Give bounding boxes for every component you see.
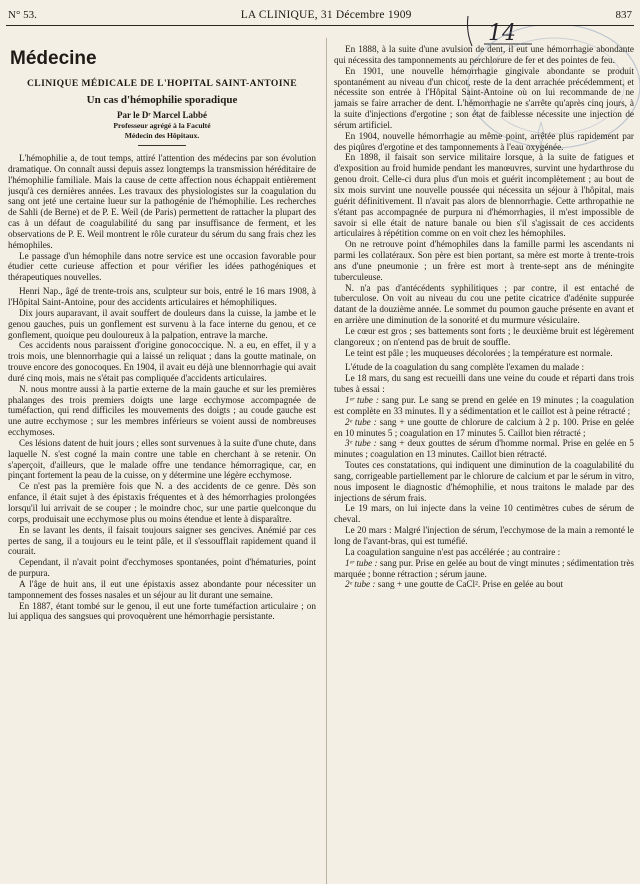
tube-result	[334, 579, 634, 590]
paragraph: Le 20 mars : Malgré l'injection de sérum, l'ecchymose de la main a remonté le long de l'avant-bras, qui est tuméfié.	[334, 525, 634, 546]
paragraph: En 1888, à la suite d'une avulsion de dent, il eut une hémorrhagie abondante qui nécessita des tamponnements au perchlorure de fer et des pointes de feu.	[334, 44, 634, 65]
paragraph: En 1901, une nouvelle hémorrhagie gingivale abondante se produit spontanément au niveau d'un chicot, reste de la dent arrachée précédemment, et nécessite son entrée à l'Hôpital Saint-Antoine où on lui recommande de ne jamais se faire arracher de dent. L'hémorrhagie ne s'arrête qu'après cinq jours, à la suite d'injections d'ergotine ; son état de faiblesse nécessite une injection de sérum artificiel.	[334, 65, 634, 130]
paragraph: Le passage d'un hémophile dans notre service est une occasion favorable pour étudier cette curieuse affection et pour vérifier les idées pathogéniques et thérapeutiques nouvelles.	[8, 250, 316, 283]
paragraph: Le cœur est gros ; ses battements sont forts ; le deuxième bruit est légèrement clangoreux ; on n'entend pas de bruit de souffle.	[334, 325, 634, 347]
paragraph: N. n'a pas d'antécédents syphilitiques ; par contre, il est entaché de tuberculose. On voit au niveau du cou une petite cicatrice d'adénite suppurée datant de la douzième année. Le sommet du poumon gauche présente en avant et en arrière une diminution de la sonorité et du murmure vésiculaire.	[334, 282, 634, 326]
tube-result	[334, 438, 634, 460]
tube-text: sang + une goutte de CaCl². Prise en gelée au bout	[375, 579, 564, 590]
paragraph: La coagulation sanguine n'est pas accélérée ; au contraire :	[345, 546, 561, 557]
paragraph: N. nous montre aussi à la partie externe de la main gauche et sur les premières phalanges des trois premiers doigts une large ecchymose accompagnée de tuméfaction, qui rend difficiles les mouvements des doigts ; au coude gauche est une autre ecchymose ; sur les membres inférieurs se voient aussi de nombreuses ecchymoses.	[8, 383, 316, 438]
paragraph: En 1898, il faisait son service militaire lorsque, à la suite de fatigues et d'exposition au froid humide pendant les manœuvres, survint une hydarthrose du genou droit. Celle-ci dura plus d'un mois et guérit incomplètement ; au bout de six mois survint une nouvelle poussée qui nécessita un séjour à l'hôpital, mais guérit définitivement. Il n'avait pas alors de blennorrhagie. Cette arthropathie ne s'étant pas accompagnée de purpura ni d'hémorrhagies, il m'est impossible de savoir si elle était de nature banale ou bien s'il s'agissait de ces accidents articulaires à répétition comme on en voit chez les hémophiles.	[334, 152, 634, 239]
journal-title-date: LA CLINIQUE, 31 Décembre 1909	[240, 9, 412, 21]
paragraph: Le 18 mars, du sang est recueilli dans une veine du coude et réparti dans trois tubes à essai :	[334, 373, 634, 395]
paragraph: Toutes ces constatations, qui indiquent une diminution de la coagulabilité du sang, corrigeable partiellement par le chlorure de calcium et par le sérum in vitro, nous imposent le diagnostic d'hémophilie, et nous traitons le malade par des injections de sérum frais.	[334, 460, 634, 503]
paragraph: L'étude de la coagulation du sang complète l'examen du malade :	[345, 362, 585, 373]
paragraph: L'hémophilie a, de tout temps, attiré l'attention des médecins par son évolution dramatique. On connaît aussi depuis assez longtemps la transmission héréditaire de l'hémophilie familiale. Mais la cause de cette affection nous échappait entièrement jusqu'à ces dernières années. Les travaux des physiologistes sur la coagulation du sang ont jeté une certaine lueur sur la pathogénie de l'hémophilie. Les recherches de Sahli (de Berne) et de P. E. Weil (de Paris) permettent de rattacher la plupart des cas à un défaut de coagulabilité du sang par insuffisance de ferment, et les observations de P. E. Weil montrent le rôle curateur du sérum du sang frais chez les hémophiles.	[8, 153, 316, 250]
paragraph: Le 19 mars, on lui injecte dans la veine 10 centimètres cubes de sérum de cheval.	[334, 503, 634, 525]
paragraph: En 1904, nouvelle hémorrhagie au même point, arrêtée plus rapidement par des piqûres d'ergotine et des tamponnements à l'eau oxygénée.	[334, 130, 634, 152]
tube-label: 1ᵉʳ tube :	[345, 557, 378, 568]
tube-text: sang + une goutte de chlorure de calcium à 2 p. 100. Prise en gelée en 10 minutes 5 ; coagulation en 17 minutes 5. Caillot bien rétracté ;	[334, 416, 634, 438]
paragraph: Ces accidents nous paraissent d'origine gonococcique. N. a eu, en effet, il y a trois mois, une blennorrhagie qui a laissé un reliquat ; dans la goutte matinale, on trouve encore des gonocoques. En 1904, il avait eu déjà une blennorrhagie qui avait duré cinq mois, mais ne s'était pas compliquée d'accidents articulaires.	[8, 340, 316, 383]
paragraph: En se lavant les dents, il faisait toujours saigner ses gencives. Anémié par ces pertes de sang, il a toujours eu le teint pâle, et il s'essoufflait rapidement quand il courait.	[8, 524, 316, 557]
left-column	[8, 42, 316, 884]
tube-result	[334, 395, 634, 417]
tube-result	[334, 558, 634, 580]
tube-label: 2ᵉ tube :	[345, 579, 376, 590]
right-column	[334, 44, 634, 884]
article-byline: Par le Dʳ Marcel Labbé	[117, 110, 207, 120]
tube-label: 1ᵉʳ tube :	[345, 395, 379, 405]
tube-result	[334, 417, 634, 439]
paragraph: Henri Nap., âgé de trente-trois ans, sculpteur sur bois, entré le 16 mars 1908, à l'Hôpital Saint-Antoine, pour des accidents articulaires et hémophiliques.	[8, 286, 316, 307]
paragraph: On ne retrouve point d'hémophiles dans la famille parmi les ascendants ni parmi les collatéraux. Son père est bien portant, sa mère est morte à trente-trois ans d'une pneumonie ; un frère est mort à trente-sept ans de méningite tuberculeuse.	[334, 239, 634, 282]
tube-text: sang + deux gouttes de sérum d'homme normal. Prise en gelée en 5 minutes ; coagulation en 13 minutes. Caillot bien rétracté.	[334, 438, 634, 460]
page-number: 837	[615, 9, 632, 21]
article-header	[8, 78, 316, 146]
tube-text: sang pur. Prise en gelée au bout de vingt minutes ; sédimentation très marquée ; bonne rétraction ; sérum jaune.	[334, 557, 634, 579]
paragraph: En 1887, étant tombé sur le genou, il eut une forte tuméfaction articulaire ; on lui appliqua des sangsues qui provoquèrent une hémorrhagie persistante.	[8, 600, 316, 622]
author-affiliation: Médecin des Hôpitaux.	[124, 130, 200, 140]
paragraph: Ces lésions datent de huit jours ; elles sont survenues à la suite d'une chute, dans laquelle N. s'est cogné la main contre une table en cherchant à se retenir. On s'aperçoit, d'ailleurs, que le malade offre une tendance hémorragique, car, en pinçant fortement la peau de la cuisse, on y détermine une légère ecchymose.	[8, 437, 316, 481]
article-supertitle: CLINIQUE MÉDICALE DE L'HOPITAL SAINT-ANTOINE	[26, 78, 298, 89]
paragraph: Dix jours auparavant, il avait souffert de douleurs dans la cuisse, la jambe et le genou gauches, puis un gonflement est survenu à la face interne du genou, et ce gonflement, quoique peu douloureux à la palpation, entrave la marche.	[8, 307, 316, 340]
title-rule	[138, 145, 186, 146]
paragraph: Ce n'est pas la première fois que N. a des accidents de ce genre. Dès son enfance, il était sujet à des épistaxis fréquentes et à des hémorrhagies prolongées lorsqu'il lui arrivait de se couper ; le moindre choc, sur une partie quelconque du corps, produisait une ecchymose plus ou moins étendue et lente à disparaître.	[8, 481, 316, 524]
author-affiliation: Professeur agrégé à la Faculté	[113, 121, 211, 130]
paragraph: A l'âge de huit ans, il eut une épistaxis assez abondante pour nécessiter un tamponnement des fosses nasales et un séjour au lit durant une semaine.	[8, 578, 316, 600]
handwritten-number: 14	[488, 21, 516, 46]
section-title: Médecine	[10, 48, 97, 69]
paragraph: Cependant, il n'avait point d'ecchymoses spontanées, point d'hématuries, point de purpura.	[8, 557, 316, 579]
paragraph: Le teint est pâle ; les muqueuses décolorées ; la température est normale.	[345, 347, 613, 358]
column-divider	[326, 38, 327, 884]
article-title: Un cas d'hémophilie sporadique	[86, 94, 238, 106]
tube-text: sang pur. Le sang se prend en gelée en 19 minutes ; la coagulation est complète en 33 minutes. Il y a sédimentation et le caillot est à peine rétracté ;	[334, 395, 634, 416]
tube-label: 2ᵉ tube :	[345, 416, 377, 427]
tube-label: 3ᵉ tube :	[345, 438, 377, 449]
issue-number: N° 53.	[8, 9, 37, 21]
